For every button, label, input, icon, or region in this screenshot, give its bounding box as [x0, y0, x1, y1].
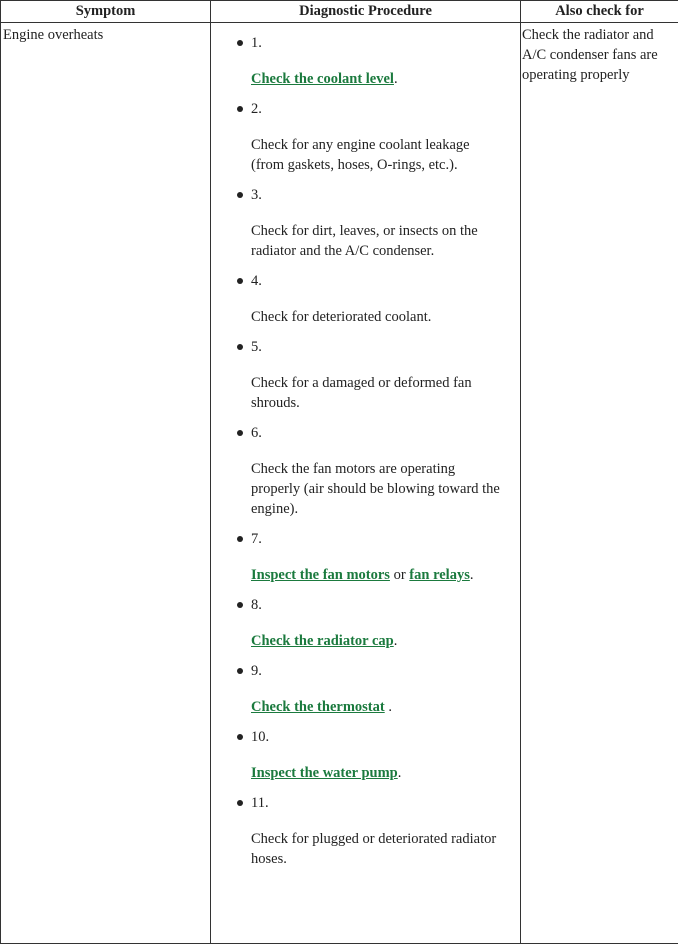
list-item: [237, 33, 520, 89]
step-number-label: 8.: [251, 597, 262, 613]
step-text-segment: Check for any engine coolant leakage (from gaskets, hoses, O-rings, etc.).: [251, 137, 470, 173]
also-check-text: Check the radiator and A/C condenser fans are operating properly: [522, 27, 658, 83]
step-text: [237, 565, 520, 585]
procedure-cell: [211, 23, 521, 944]
procedure-link[interactable]: Inspect the water pump: [251, 765, 398, 781]
step-text: [237, 135, 520, 175]
list-item: [237, 337, 520, 413]
step-text-segment: Check the fan motors are operating properly (air should be blowing toward the engine).: [251, 461, 500, 517]
header-symptom: Symptom: [1, 1, 211, 23]
list-item: [237, 529, 520, 585]
procedure-link[interactable]: Check the thermostat: [251, 699, 385, 715]
step-text: [237, 307, 520, 327]
procedure-link[interactable]: Check the coolant level: [251, 71, 394, 87]
step-text: [237, 763, 520, 783]
step-number-label: 1.: [251, 35, 262, 51]
step-number: [237, 99, 520, 119]
step-number-label: 9.: [251, 663, 262, 679]
bullet-icon: [237, 734, 243, 740]
header-also-check-for: Also check for: [521, 1, 678, 23]
table-row: [1, 23, 678, 944]
list-item: [237, 727, 520, 783]
step-text-segment: Check for deteriorated coolant.: [251, 309, 432, 325]
procedure-link[interactable]: Inspect the fan motors: [251, 567, 390, 583]
step-text: [237, 631, 520, 651]
step-text-segment: .: [397, 765, 402, 781]
step-text: [237, 69, 520, 89]
bullet-icon: [237, 668, 243, 674]
step-text-segment: Check for dirt, leaves, or insects on the radiator and the A/C condenser.: [251, 223, 478, 259]
step-text-segment: or: [389, 567, 410, 583]
also-check-cell: [521, 23, 678, 944]
step-number-label: 11.: [251, 795, 269, 811]
bullet-icon: [237, 430, 243, 436]
list-item: [237, 661, 520, 717]
step-number: [237, 337, 520, 357]
step-number: [237, 185, 520, 205]
bullet-icon: [237, 344, 243, 350]
step-number: [237, 271, 520, 291]
step-number: [237, 793, 520, 813]
list-item: [237, 793, 520, 869]
step-number-label: 3.: [251, 187, 262, 203]
step-text-segment: Check for a damaged or deformed fan shrouds.: [251, 375, 472, 411]
step-text-segment: .: [393, 71, 398, 87]
step-number-label: 7.: [251, 531, 262, 547]
list-item: [237, 99, 520, 175]
bullet-icon: [237, 192, 243, 198]
step-text: [237, 459, 520, 519]
step-text: [237, 373, 520, 413]
list-item: [237, 595, 520, 651]
procedure-steps-list: [211, 33, 520, 869]
list-item: [237, 271, 520, 327]
list-item: [237, 423, 520, 519]
procedure-link[interactable]: Check the radiator cap: [251, 633, 394, 649]
step-number-label: 4.: [251, 273, 262, 289]
step-number: [237, 661, 520, 681]
step-text-segment: Check for plugged or deteriorated radiator hoses.: [251, 831, 497, 867]
step-number: [237, 595, 520, 615]
symptom-cell: [1, 23, 211, 944]
list-item: [237, 185, 520, 261]
step-number: [237, 423, 520, 443]
step-number-label: 6.: [251, 425, 262, 441]
step-number: [237, 33, 520, 53]
step-text: [237, 829, 520, 869]
procedure-link[interactable]: fan relays: [409, 567, 470, 583]
header-row: [1, 1, 678, 23]
header-diagnostic-procedure: Diagnostic Procedure: [211, 1, 521, 23]
bullet-icon: [237, 536, 243, 542]
bullet-icon: [237, 602, 243, 608]
step-text-segment: .: [384, 699, 392, 715]
bullet-icon: [237, 40, 243, 46]
bullet-icon: [237, 278, 243, 284]
step-text-segment: .: [469, 567, 474, 583]
step-number: [237, 529, 520, 549]
step-number: [237, 727, 520, 747]
step-number-label: 5.: [251, 339, 262, 355]
step-number-label: 2.: [251, 101, 262, 117]
bullet-icon: [237, 106, 243, 112]
step-number-label: 10.: [251, 729, 270, 745]
step-text-segment: .: [393, 633, 398, 649]
symptom-text: Engine overheats: [3, 27, 104, 43]
step-text: [237, 221, 520, 261]
bullet-icon: [237, 800, 243, 806]
step-text: [237, 697, 520, 717]
